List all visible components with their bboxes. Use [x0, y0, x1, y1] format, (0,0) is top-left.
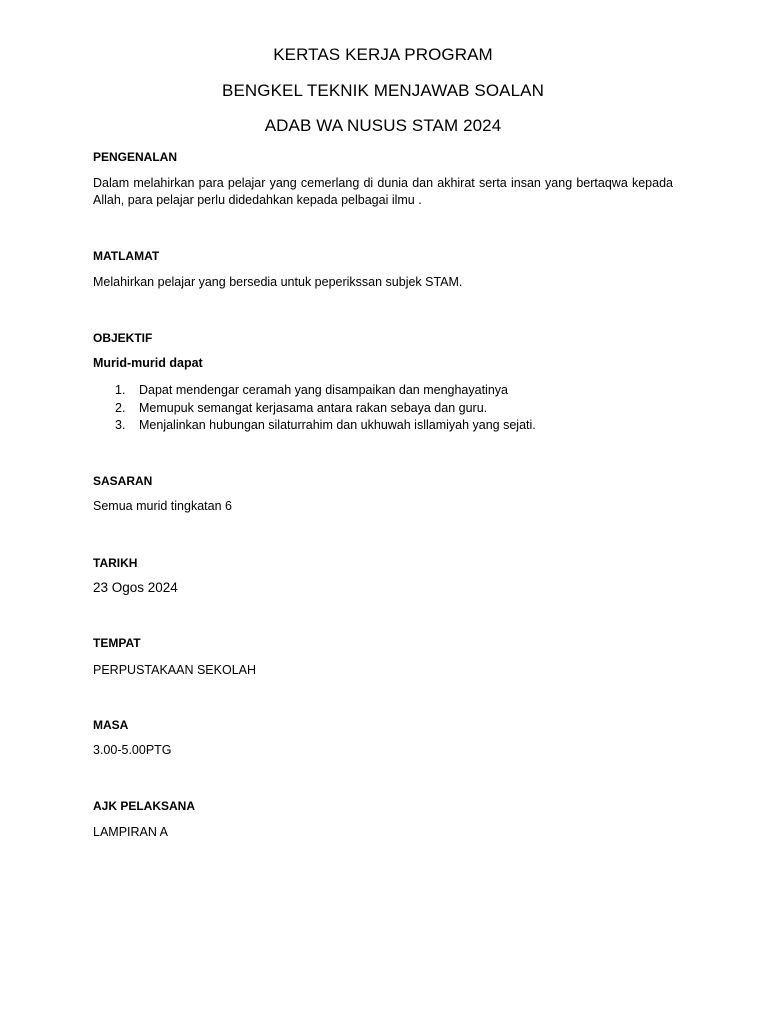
list-item	[93, 382, 536, 400]
list-item-text: Menjalinkan hubungan silaturrahim dan ukhuwah isllamiyah yang sejati.	[139, 418, 536, 432]
list-item	[93, 417, 536, 435]
list-item-number: 3.	[115, 418, 126, 432]
pengenalan-heading: PENGENALAN	[93, 150, 178, 164]
list-item-number: 1.	[115, 383, 126, 397]
objektif-subheading: Murid-murid dapat	[93, 356, 203, 370]
list-item	[93, 400, 536, 418]
program-subject: ADAB WA NUSUS STAM 2024	[264, 116, 502, 135]
matlamat-heading: MATLAMAT	[93, 249, 160, 263]
list-item-text: Memupuk semangat kerjasama antara rakan sebaya dan guru.	[139, 400, 488, 415]
ajk-heading: AJK PELAKSANA	[93, 799, 196, 813]
ajk-text: LAMPIRAN A	[93, 825, 169, 839]
list-item-number: 2.	[115, 400, 126, 415]
objektif-heading: OBJEKTIF	[93, 331, 153, 345]
tempat-heading: TEMPAT	[93, 636, 141, 650]
objektif-list	[93, 382, 536, 435]
sasaran-heading: SASARAN	[93, 474, 153, 488]
program-name: BENGKEL TEKNIK MENJAWAB SOALAN	[222, 81, 544, 100]
list-item-text: Dapat mendengar ceramah yang disampaikan dan menghayatinya	[139, 383, 508, 397]
document-title: KERTAS KERJA PROGRAM	[273, 45, 493, 64]
tarikh-text: 23 Ogos 2024	[93, 580, 178, 595]
matlamat-text: Melahirkan pelajar yang bersedia untuk peperikssan subjek STAM.	[93, 275, 463, 289]
tempat-text: PERPUSTAKAAN SEKOLAH	[93, 663, 257, 677]
document-page	[93, 0, 673, 1024]
tarikh-heading: TARIKH	[93, 556, 138, 570]
pengenalan-text: Dalam melahirkan para pelajar yang cemerlang di dunia dan akhirat serta insan yang bertaqwa kepada Allah, para pelajar perlu didedahkan kepada pelbagai ilmu .	[93, 176, 673, 207]
masa-text: 3.00-5.00PTG	[93, 743, 172, 757]
masa-heading: MASA	[93, 718, 129, 732]
sasaran-text: Semua murid tingkatan 6	[93, 499, 232, 513]
